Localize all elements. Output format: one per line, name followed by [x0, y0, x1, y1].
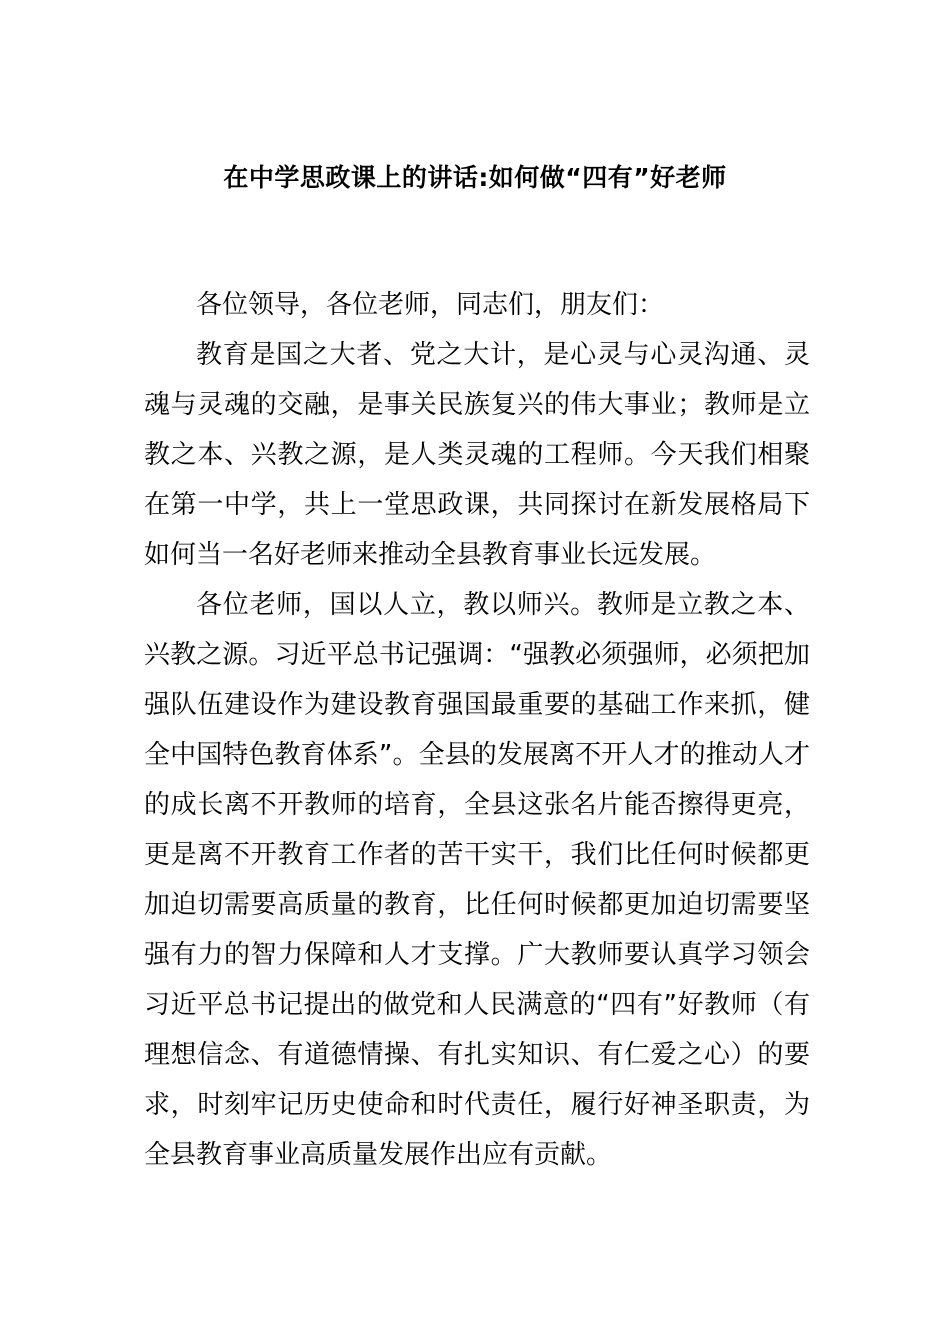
- document-body: [144, 280, 810, 1180]
- body-paragraph: 各位老师，国以人立，教以师兴。教师是立教之本、兴教之源。习近平总书记强调：“强教必须强师，必须把加强队伍建设作为建设教育强国最重要的基础工作来抓，健全中国特色教育体系”。全县的发展离不开人才的推动人才的成长离不开教师的培育，全县这张名片能否擦得更亮，更是离不开教育工作者的苦干实干，我们比任何时候都更加迫切需要高质量的教育，比任何时候都更加迫切需要坚强有力的智力保障和人才支撑。广大教师要认真学习领会习近平总书记提出的做党和人民满意的“四有”好教师（有理想信念、有道德情操、有扎实知识、有仁爱之心）的要求，时刻牢记历史使命和时代责任，履行好神圣职责，为全县教育事业高质量发展作出应有贡献。: [144, 590, 810, 1170]
- document-title: 在中学思政课上的讲话:如何做“四有”好老师: [223, 163, 727, 192]
- body-paragraph: 教育是国之大者、党之大计，是心灵与心灵沟通、灵魂与灵魂的交融，是事关民族复兴的伟大事业；教师是立教之本、兴教之源，是人类灵魂的工程师。今天我们相聚在第一中学，共上一堂思政课，共同探讨在新发展格局下如何当一名好老师来推动全县教育事业长远发展。: [144, 340, 810, 570]
- salutation-paragraph: 各位领导，各位老师，同志们，朋友们：: [196, 290, 665, 320]
